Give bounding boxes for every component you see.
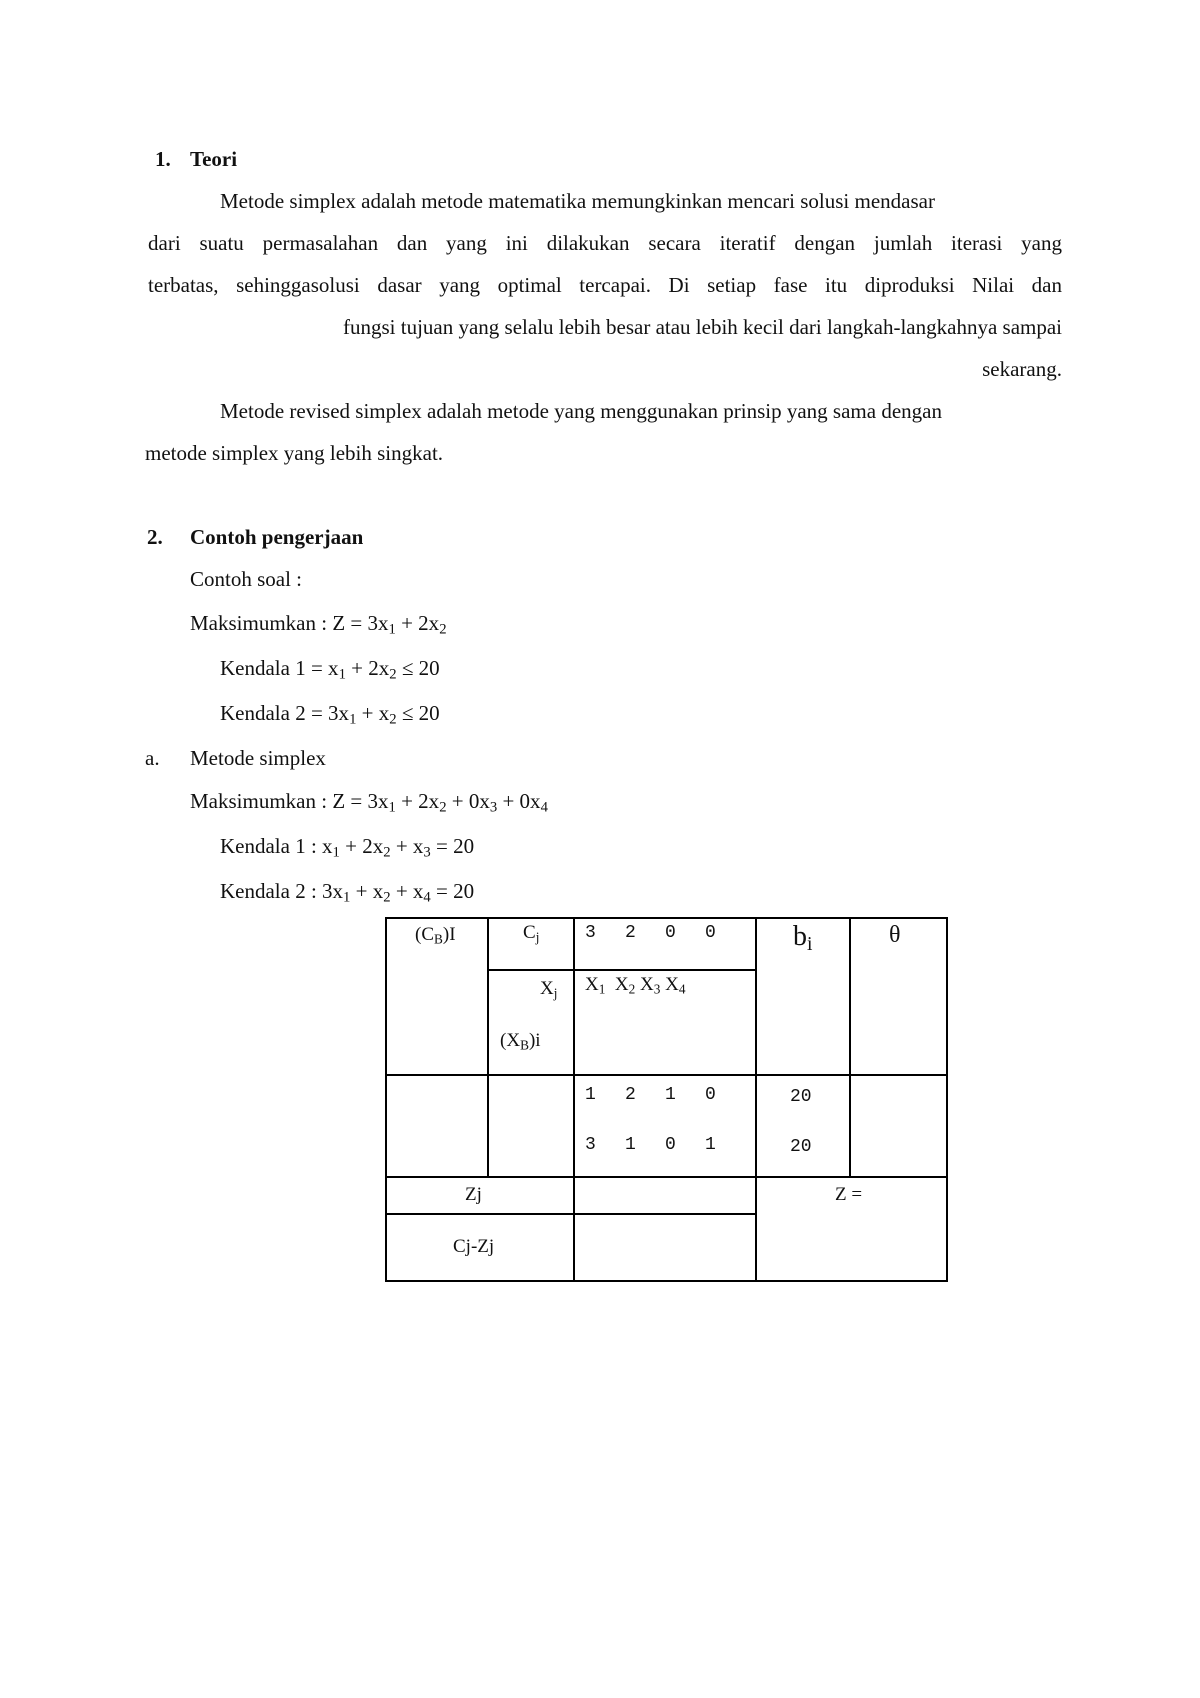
xb-header: $(X_B)i$ [500,1030,541,1053]
table-border-left [385,917,387,1282]
table-vline-1 [487,917,489,1178]
table-border-bottom [385,1280,948,1282]
row1-x1: 1 [585,1085,596,1105]
section-2-number: 2. [147,525,163,549]
paragraph-1-line-3: terbatas, sehinggasolusi dasar yang optimal tercapai. Di setiap fase itu diproduksi Nilai dan [148,273,1062,297]
row2-bi: 20 [790,1137,812,1157]
cj-value-2: 2 [625,923,636,943]
row1-x4: 0 [705,1085,716,1105]
paragraph-2-line-2: metode simplex yang lebih singkat. [145,441,444,465]
table-row [585,1135,745,1155]
paragraph-2-line-1: Metode revised simplex adalah metode yang menggunakan prinsip yang sama dengan [220,399,942,423]
theta-header: θ [889,922,901,948]
table-row [585,1085,745,1105]
row2-x1: 3 [585,1135,596,1155]
paragraph-1-line-1: Metode simplex adalah metode matematika memungkinkan mencari solusi mendasar [220,189,935,213]
table-hline-header [487,969,755,971]
paragraph-1-line-2: dari suatu permasalahan dan yang ini dilakukan secara iteratif dengan jumlah iterasi yang [148,231,1062,255]
cj-value-4: 0 [705,923,716,943]
simplex-table [385,917,948,1282]
cj-value-3: 0 [665,923,676,943]
example-label: Contoh soal : [190,567,303,591]
z-total-label: Z = [835,1184,863,1205]
table-border-top [385,917,948,919]
section-1-number: 1. [155,147,171,171]
table-vline-3 [755,917,757,1282]
cj-values-row [585,923,745,943]
row1-x2: 2 [625,1085,636,1105]
xj-header: $X_j$ [540,978,558,1001]
standard-constraint-1: Kendala 1 : $x_1 + 2x_2 + x_3 = 20$ [220,834,475,861]
section-1-title: Teori [190,147,238,171]
table-hline-3 [385,1213,757,1215]
table-hline-1 [385,1074,948,1076]
bi-header: $b_i$ [793,921,813,955]
cj-value-1: 3 [585,923,596,943]
constraint-1: Kendala $1 = x_1 + 2x_2 \le 20$ [220,656,440,683]
row2-x4: 1 [705,1135,716,1155]
row2-x3: 0 [665,1135,676,1155]
table-hline-2 [385,1176,948,1178]
cj-zj-label: Cj-Zj [453,1236,495,1257]
cj-header: $C_j$ [523,922,540,945]
table-vline-4 [849,917,851,1178]
subsection-a-letter: a. [145,746,160,770]
row1-bi: 20 [790,1087,812,1107]
objective-function: Maksimumkan : $Z = 3x_1 + 2x_2$ [190,611,447,638]
standard-constraint-2: Kendala 2 : $3x_1 + x_2 + x_4 = 20$ [220,879,475,906]
standard-objective: Maksimumkan : $Z = 3x_1 + 2x_2 + 0x_3 + 0x_4$ [190,789,548,816]
paragraph-1-line-4: fungsi tujuan yang selalu lebih besar atau lebih kecil dari langkah-langkahnya sampai [342,315,1062,339]
table-border-right [946,917,948,1282]
row2-x2: 1 [625,1135,636,1155]
paragraph-1-line-5: sekarang. [982,357,1062,381]
row1-x3: 1 [665,1085,676,1105]
cb-header: $(C_B)I$ [415,924,456,947]
variable-headers: $X_1$ $X_2$ $X_3$ $X_4$ [585,974,686,997]
table-vline-2 [573,917,575,1282]
constraint-2: Kendala $2 = 3x_1 + x_2 \le 20$ [220,701,440,728]
subsection-a-title: Metode simplex [190,746,326,770]
section-2-title: Contoh pengerjaan [190,525,364,549]
zj-label: Zj [465,1184,482,1205]
